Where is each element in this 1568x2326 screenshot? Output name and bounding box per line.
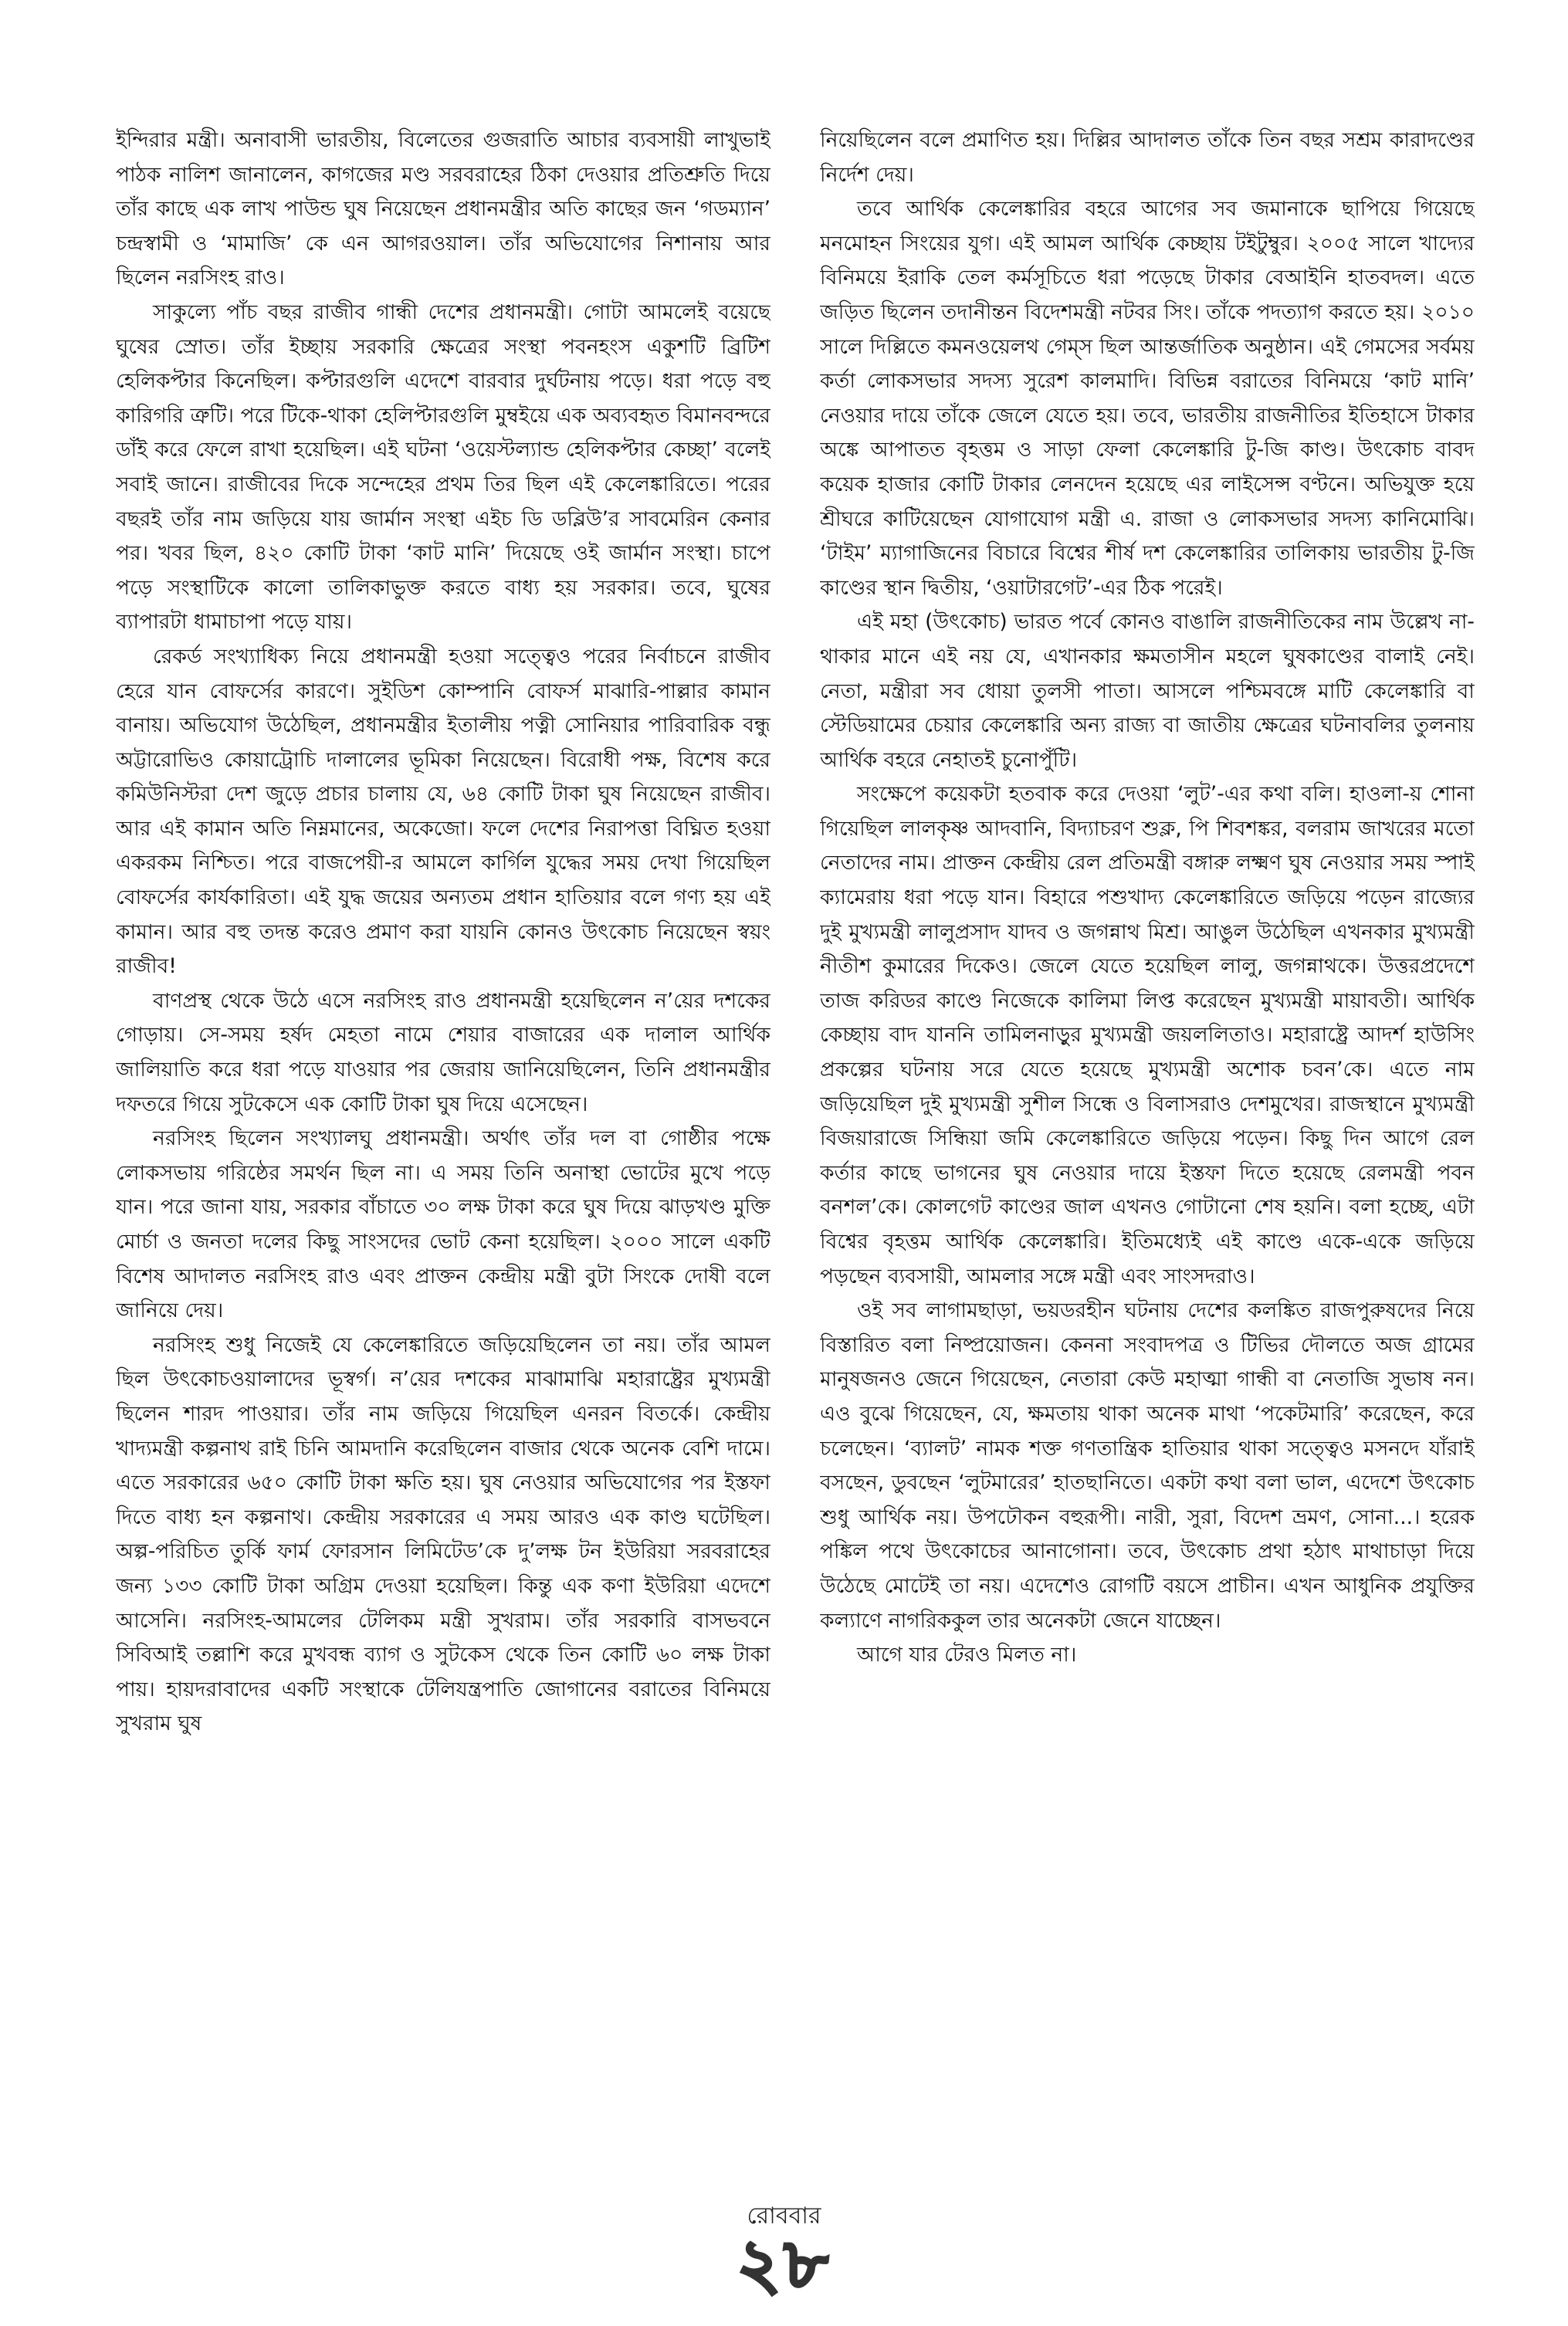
paragraph: নিয়েছিলেন বলে প্রমাণিত হয়। দিল্লির আদালত তাঁকে তিন বছর সশ্রম কারাদণ্ডের নির্দেশ দেয়। [820,128,1475,187]
paragraph: নরসিংহ ছিলেন সংখ্যালঘু প্রধানমন্ত্রী। অর্থাৎ তাঁর দল বা গোষ্ঠীর পক্ষে লোকসভায় গরিষ্ঠের সমর্থন ছিল না। এ সময় তিনি অনাস্থা ভোটের মুখে পড়ে যান। পরে জানা যায়, সরকার বাঁচাতে ৩০ লক্ষ টাকা করে ঘুষ দিয়ে ঝাড়খণ্ড মুক্তি মোর্চা ও জনতা দলের কিছু সাংসদের ভোট কেনা হয়েছিল। ২০০০ সালে একটি বিশেষ আদালত নরসিংহ রাও এবং প্রাক্তন কেন্দ্রীয় মন্ত্রী বুটা সিংকে দোষী বলে জানিয়ে দেয়। [116,1126,770,1323]
paragraph: আগে যার টেরও মিলত না। [857,1643,1077,1667]
paragraph: বাণপ্রস্থ থেকে উঠে এসে নরসিংহ রাও প্রধানমন্ত্রী হয়েছিলেন ন’য়ের দশকের গোড়ায়। সে-সময় হর্ষদ মেহতা নামে শেয়ার বাজারের এক দালাল আর্থিক জালিয়াতি করে ধরা পড়ে যাওয়ার পর জেরায় জানিয়েছিলেন, তিনি প্রধানমন্ত্রীর দফতরে গিয়ে সুটকেসে এক কোটি টাকা ঘুষ দিয়ে এসেছেন। [116,988,770,1116]
paragraph: ওই সব লাগামছাড়া, ভয়ডরহীন ঘটনায় দেশের কলঙ্কিত রাজপুরুষদের নিয়ে বিস্তারিত বলা নিষ্প্রয়োজন। কেননা সংবাদপত্র ও টিভির দৌলতে অজ গ্রামের মানুষজনও জেনে গিয়েছেন, নেতারা কেউ মহাত্মা গান্ধী বা নেতাজি সুভাষ নন। এও বুঝে গিয়েছেন, যে, ক্ষমতায় থাকা অনেক মাথা ‘পকেটমারি’ করেছেন, করে চলেছেন। ‘ব্যালট’ নামক শক্ত গণতান্ত্রিক হাতিয়ার থাকা সত্ত্বেও মসনদে যাঁরাই বসছেন, ডুবছেন ‘লুটমারের’ হাতছানিতে। একটা কথা বলা ভাল, এদেশে উৎকোচ শুধু আর্থিক নয়। উপঢৌকন বহুরূপী। নারী, সুরা, বিদেশ ভ্রমণ, সোনা...। হরেক পঙ্কিল পথে উৎকোচের আনাগোনা। তবে, উৎকোচ প্রথা হঠাৎ মাথাচাড়া দিয়ে উঠেছে মোটেই তা নয়। এদেশেও রোগটি বয়সে প্রাচীন। এখন আধুনিক প্রযুক্তির কল্যাণে নাগরিককুল তার অনেকটা জেনে যাচ্ছেন। [820,1298,1475,1633]
paragraph: সংক্ষেপে কয়েকটা হতবাক করে দেওয়া ‘লুট’-এর কথা বলি। হাওলা-য় শোনা গিয়েছিল লালকৃষ্ণ আদবানি, বিদ্যাচরণ শুক্ল, পি শিবশঙ্কর, বলরাম জাখরের মতো নেতাদের নাম। প্রাক্তন কেন্দ্রীয় রেল প্রতিমন্ত্রী বঙ্গারু লক্ষ্মণ ঘুষ নেওয়ার সময় স্পাই ক্যামেরায় ধরা পড়ে যান। বিহারে পশুখাদ্য কেলেঙ্কারিতে জড়িয়ে পড়েন রাজ্যের দুই মুখ্যমন্ত্রী লালুপ্রসাদ যাদব ও জগন্নাথ মিশ্র। আঙুল উঠেছিল এখনকার মুখ্যমন্ত্রী নীতীশ কুমারের দিকেও। জেলে যেতে হয়েছিল লালু, জগন্নাথকে। উত্তরপ্রদেশে তাজ করিডর কাণ্ডে নিজেকে কালিমা লিপ্ত করেছেন মুখ্যমন্ত্রী মায়াবতী। আর্থিক কেচ্ছায় বাদ যাননি তামিলনাড়ুর মুখ্যমন্ত্রী জয়ললিতাও। মহারাষ্ট্রে আদর্শ হাউসিং প্রকল্পের ঘটনায় সরে যেতে হয়েছে মুখ্যমন্ত্রী অশোক চবন’কে। এতে নাম জড়িয়েছিল দুই মুখ্যমন্ত্রী সুশীল সিন্ধে ও বিলাসরাও দেশমুখের। রাজস্থানে মুখ্যমন্ত্রী বিজয়ারাজে সিন্ধিয়া জমি কেলেঙ্কারিতে জড়িয়ে পড়েন। কিছু দিন আগে রেল কর্তার কাছে ভাগনের ঘুষ নেওয়ার দায়ে ইস্তফা দিতে হয়েছে রেলমন্ত্রী পবন বনশল’কে। কোলগেট কাণ্ডের জাল এখনও গোটানো শেষ হয়নি। বলা হচ্ছে, এটা বিশ্বের বৃহত্তম আর্থিক কেলেঙ্কারি। ইতিমধ্যেই এই কাণ্ডে একে-একে জড়িয়ে পড়ছেন ব্যবসায়ী, আমলার সঙ্গে মন্ত্রী এবং সাংসদরাও। [820,782,1475,1288]
page-footer [0,2197,1568,2304]
paragraph: ইন্দিরার মন্ত্রী। অনাবাসী ভারতীয়, বিলেতের গুজরাতি আচার ব্যবসায়ী লাখুভাই পাঠক নালিশ জানালেন, কাগজের মণ্ড সরবরাহের ঠিকা দেওয়ার প্রতিশ্রুতি দিয়ে তাঁর কাছে এক লাখ পাউন্ড ঘুষ নিয়েছেন প্রধানমন্ত্রীর অতি কাছের জন ‘গডম্যান’ চন্দ্রস্বামী ও ‘মামাজি’ কে এন আগরওয়াল। তাঁর অভিযোগের নিশানায় আর ছিলেন নরসিংহ রাও। [116,128,770,290]
article-body [116,124,1475,2177]
paragraph: এই মহা (উৎকোচ) ভারত পর্বে কোনও বাঙালি রাজনীতিকের নাম উল্লেখ না-থাকার মানে এই নয় যে, এখানকার ক্ষমতাসীন মহলে ঘুষকাণ্ডের বালাই নেই। নেতা, মন্ত্রীরা সব ধোয়া তুলসী পাতা। আসলে পশ্চিমবঙ্গে মাটি কেলেঙ্কারি বা স্টেডিয়ামের চেয়ার কেলেঙ্কারি অন্য রাজ্য বা জাতীয় ক্ষেত্রের ঘটনাবলির তুলনায় আর্থিক বহরে নেহাতই চুনোপুঁটি। [820,610,1475,772]
paragraph: তবে আর্থিক কেলেঙ্কারির বহরে আগের সব জমানাকে ছাপিয়ে গিয়েছে মনমোহন সিংয়ের যুগ। এই আমল আর্থিক কেচ্ছায় টইটুম্বুর। ২০০৫ সালে খাদ্যের বিনিময়ে ইরাকি তেল কর্মসূচিতে ধরা পড়েছে টাকার বেআইনি হাতবদল। এতে জড়িত ছিলেন তদানীন্তন বিদেশমন্ত্রী নটবর সিং। তাঁকে পদত্যাগ করতে হয়। ২০১০ সালে দিল্লিতে কমনওয়েলথ গেম্‌স ছিল আন্তর্জাতিক অনুষ্ঠান। এই গেমসের সর্বময় কর্তা লোকসভার সদস্য সুরেশ কালমাদি। বিভিন্ন বরাতের বিনিময়ে ‘কাট মানি’ নেওয়ার দায়ে তাঁকে জেলে যেতে হয়। তবে, ভারতীয় রাজনীতির ইতিহাসে টাকার অঙ্কে আপাতত বৃহত্তম ও সাড়া ফেলা কেলেঙ্কারি টু-জি কাণ্ড। উৎকোচ বাবদ কয়েক হাজার কোটি টাকার লেনদেন হয়েছে এর লাইসেন্স বণ্টনে। অভিযুক্ত হয়ে শ্রীঘরে কাটিয়েছেন যোগাযোগ মন্ত্রী এ. রাজা ও লোকসভার সদস্য কানিমোঝি। ‘টাইম’ ম্যাগাজিনের বিচারে বিশ্বের শীর্ষ দশ কেলেঙ্কারির তালিকায় ভারতীয় টু-জি কাণ্ডের স্থান দ্বিতীয়, ‘ওয়াটারগেট’-এর ঠিক পরেই। [820,197,1475,600]
paragraph: সাকুল্যে পাঁচ বছর রাজীব গান্ধী দেশের প্রধানমন্ত্রী। গোটা আমলেই বয়েছে ঘুষের স্রোত। তাঁর ইচ্ছায় সরকারি ক্ষেত্রের সংস্থা পবনহংস একুশটি ব্রিটিশ হেলিকপ্টার কিনেছিল। কপ্টারগুলি এদেশে বারবার দুর্ঘটনায় পড়ে। ধরা পড়ে বহু কারিগরি ত্রুটি। পরে টিকে-থাকা হেলিপ্টারগুলি মুম্বইয়ে এক অব্যবহৃত বিমানবন্দরে ডাঁই করে ফেলে রাখা হয়েছিল। এই ঘটনা ‘ওয়েস্টল্যান্ড হেলিকপ্টার কেচ্ছা’ বলেই সবাই জানে। রাজীবের দিকে সন্দেহের প্রথম তির ছিল এই কেলেঙ্কারিতে। পরের বছরই তাঁর নাম জড়িয়ে যায় জার্মান সংস্থা এইচ ডি ডব্লিউ’র সাবমেরিন কেনার পর। খবর ছিল, ৪২০ কোটি টাকা ‘কাট মানি’ দিয়েছে ওই জার্মান সংস্থা। চাপে পড়ে সংস্থাটিকে কালো তালিকাভুক্ত করতে বাধ্য হয় সরকার। তবে, ঘুষের ব্যাপারটা ধামাচাপা পড়ে যায়। [116,300,770,635]
page-number: ২৮ [737,2224,831,2304]
right-column [820,124,1475,2177]
paragraph: রেকর্ড সংখ্যাধিক্য নিয়ে প্রধানমন্ত্রী হওয়া সত্ত্বেও পরের নির্বাচনে রাজীব হেরে যান বোফর্সের কারণে। সুইডিশ কোম্পানি বোফর্স মাঝারি-পাল্লার কামান বানায়। অভিযোগ উঠেছিল, প্রধানমন্ত্রীর ইতালীয় পত্নী সোনিয়ার পারিবারিক বন্ধু অট্টারোভিও কোয়াট্রোচি দালালের ভূমিকা নিয়েছেন। বিরোধী পক্ষ, বিশেষ করে কমিউনিস্টরা দেশ জুড়ে প্রচার চালায় যে, ৬৪ কোটি টাকা ঘুষ নিয়েছেন রাজীব। আর এই কামান অতি নিম্নমানের, অকেজো। ফলে দেশের নিরাপত্তা বিঘ্নিত হওয়া একরকম নিশ্চিত। পরে বাজপেয়ী-র আমলে কার্গিল যুদ্ধের সময় দেখা গিয়েছিল বোফর্সের কার্যকারিতা। এই যুদ্ধ জয়ের অন্যতম প্রধান হাতিয়ার বলে গণ্য হয় এই কামান। আর বহু তদন্ত করেও প্রমাণ করা যায়নি কোনও উৎকোচ নিয়েছেন স্বয়ং রাজীব! [116,644,770,979]
left-column [116,124,770,2177]
publication-name: রোববার [747,2202,821,2230]
paragraph: নরসিংহ শুধু নিজেই যে কেলেঙ্কারিতে জড়িয়েছিলেন তা নয়। তাঁর আমল ছিল উৎকোচওয়ালাদের ভূস্বর্গ। ন’য়ের দশকের মাঝামাঝি মহারাষ্ট্রের মুখ্যমন্ত্রী ছিলেন শারদ পাওয়ার। তাঁর নাম জড়িয়ে গিয়েছিল এনরন বিতর্কে। কেন্দ্রীয় খাদ্যমন্ত্রী কল্পনাথ রাই চিনি আমদানি করেছিলেন বাজার থেকে অনেক বেশি দামে। এতে সরকারের ৬৫০ কোটি টাকা ক্ষতি হয়। ঘুষ নেওয়ার অভিযোগের পর ইস্তফা দিতে বাধ্য হন কল্পনাথ। কেন্দ্রীয় সরকারের এ সময় আরও এক কাণ্ড ঘটেছিল। অল্প-পরিচিত তুর্কি ফার্ম ফোরসান লিমিটেড’কে দু’লক্ষ টন ইউরিয়া সরবরাহের জন্য ১৩৩ কোটি টাকা অগ্রিম দেওয়া হয়েছিল। কিন্তু এক কণা ইউরিয়া এদেশে আসেনি। নরসিংহ-আমলের টেলিকম মন্ত্রী সুখরাম। তাঁর সরকারি বাসভবনে সিবিআই তল্লাশি করে মুখবন্ধ ব্যাগ ও সুটকেস থেকে তিন কোটি ৬০ লক্ষ টাকা পায়। হায়দরাবাদের একটি সংস্থাকে টেলিযন্ত্রপাতি জোগানের বরাতের বিনিময়ে সুখরাম ঘুষ [116,1332,770,1736]
